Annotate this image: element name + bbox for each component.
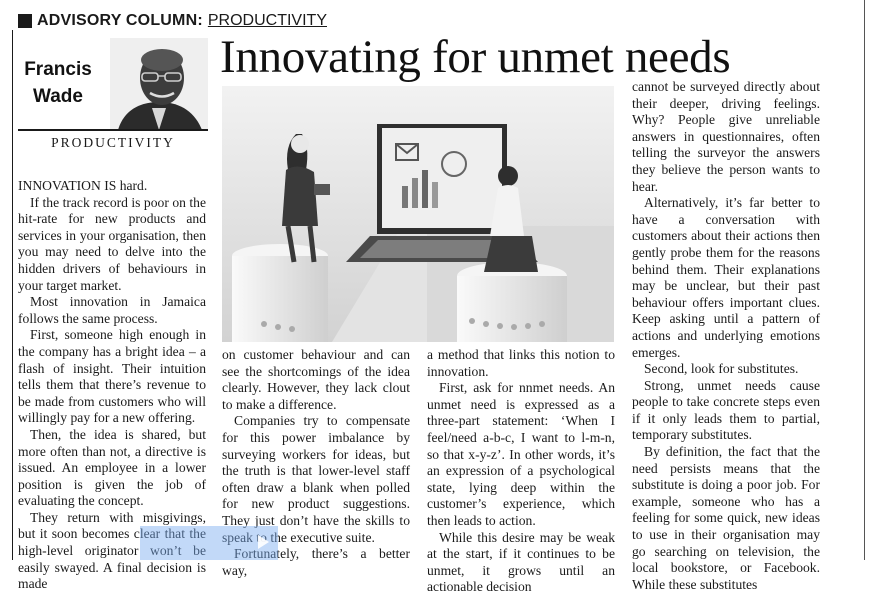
author-last-name: Wade	[33, 86, 83, 107]
video-play-overlay[interactable]	[140, 526, 278, 560]
article-illustration	[222, 86, 614, 342]
paragraph: Fortunately, there’s a better way,	[222, 546, 410, 578]
innovation-illustration-icon	[222, 86, 614, 342]
paragraph: First, someone high enough in the company has a bright idea – a flash of insight. Their intuition tells them that there’s revenue to be made from customers who will willingly pay for a new offering.	[18, 327, 206, 426]
paragraph: INNOVATION IS hard.	[18, 178, 148, 193]
paragraph: Alternatively, it’s far better to have a conversation with customers about their actions then gently probe them for the reasons behind them. Their explanations may be unclear, but their past behaviour offers important clues. Keep asking until a pattern of actions and underlying emotions emerges.	[632, 195, 820, 360]
paragraph: Then, the idea is shared, but more often than not, a directive is issued. An employee in a lower position is given the job of evaluating the concept.	[18, 426, 206, 509]
section-label: ADVISORY COLUMN:	[37, 12, 203, 29]
left-column-rule	[12, 30, 13, 560]
play-icon[interactable]	[258, 535, 269, 549]
paragraph: While this desire may be weak at the start, if it continues to be unmet, it grows until an actionable decision	[427, 529, 615, 595]
author-name	[18, 56, 98, 110]
paragraph: Second, look for substitutes.	[644, 361, 799, 377]
column-header	[18, 10, 327, 32]
author-caption: PRODUCTIVITY	[51, 135, 175, 150]
article-column-3	[427, 347, 615, 596]
author-rule	[18, 129, 208, 131]
paragraph: Companies try to compensate for this power imbalance by surveying workers for ideas, but the truth is that lower-level staff often draw a blank when polled for new product suggestions. They just don’t have the skills to speak to the executive suite.	[222, 413, 410, 545]
section-square-icon	[18, 14, 32, 28]
paragraph: First, ask for nnmet needs. An unmet need is expressed as a three-part statement: ‘When I feel/need a-b-c, I want to l-m-n, so that x-y-z’. In other words, it’s an expression of a psychological state, lying deep within the customer’s experience, which then leads to action.	[427, 380, 615, 528]
headline: Innovating for unmet needs	[220, 31, 731, 83]
paragraph: on customer behaviour and can see the shortcomings of the idea clearly. However, they lack clout to make a difference.	[222, 347, 410, 412]
paragraph: If the track record is poor on the hit-rate for new products and services in your organisation, then you may need to delve into the hidden drivers of behaviours in your target market.	[18, 194, 206, 293]
right-page-edge	[864, 0, 865, 560]
paragraph: By definition, the fact that the need persists means that the substitute is doing a poor job. For example, someone who has a feeling for some quick, new ideas to use in their organisation may go searching on television, the local bookstore, or Facebook. While these substitutes	[632, 444, 820, 592]
subsection-link[interactable]: PRODUCTIVITY	[207, 12, 327, 29]
paragraph: a method that links this notion to innovation.	[427, 347, 615, 379]
author-portrait-icon	[110, 38, 208, 130]
article-column-4	[632, 79, 820, 593]
author-photo	[110, 38, 208, 130]
paragraph: Strong, unmet needs cause people to take concrete steps even if it only leads them to partial, temporary substitutes.	[632, 377, 820, 443]
paragraph: They return with misgivings, but it soon becomes clear that the high-level originator won’t be easily swayed. A final decision is made	[18, 509, 206, 592]
paragraph: cannot be surveyed directly about their deeper, driving feelings. Why? People give unreliable answers in questionnaires, often telling the surveyor the answers they believe the person wants to hear.	[632, 79, 820, 194]
author-first-name: Francis	[24, 59, 92, 80]
paragraph: Most innovation in Jamaica follows the same process.	[18, 294, 206, 326]
